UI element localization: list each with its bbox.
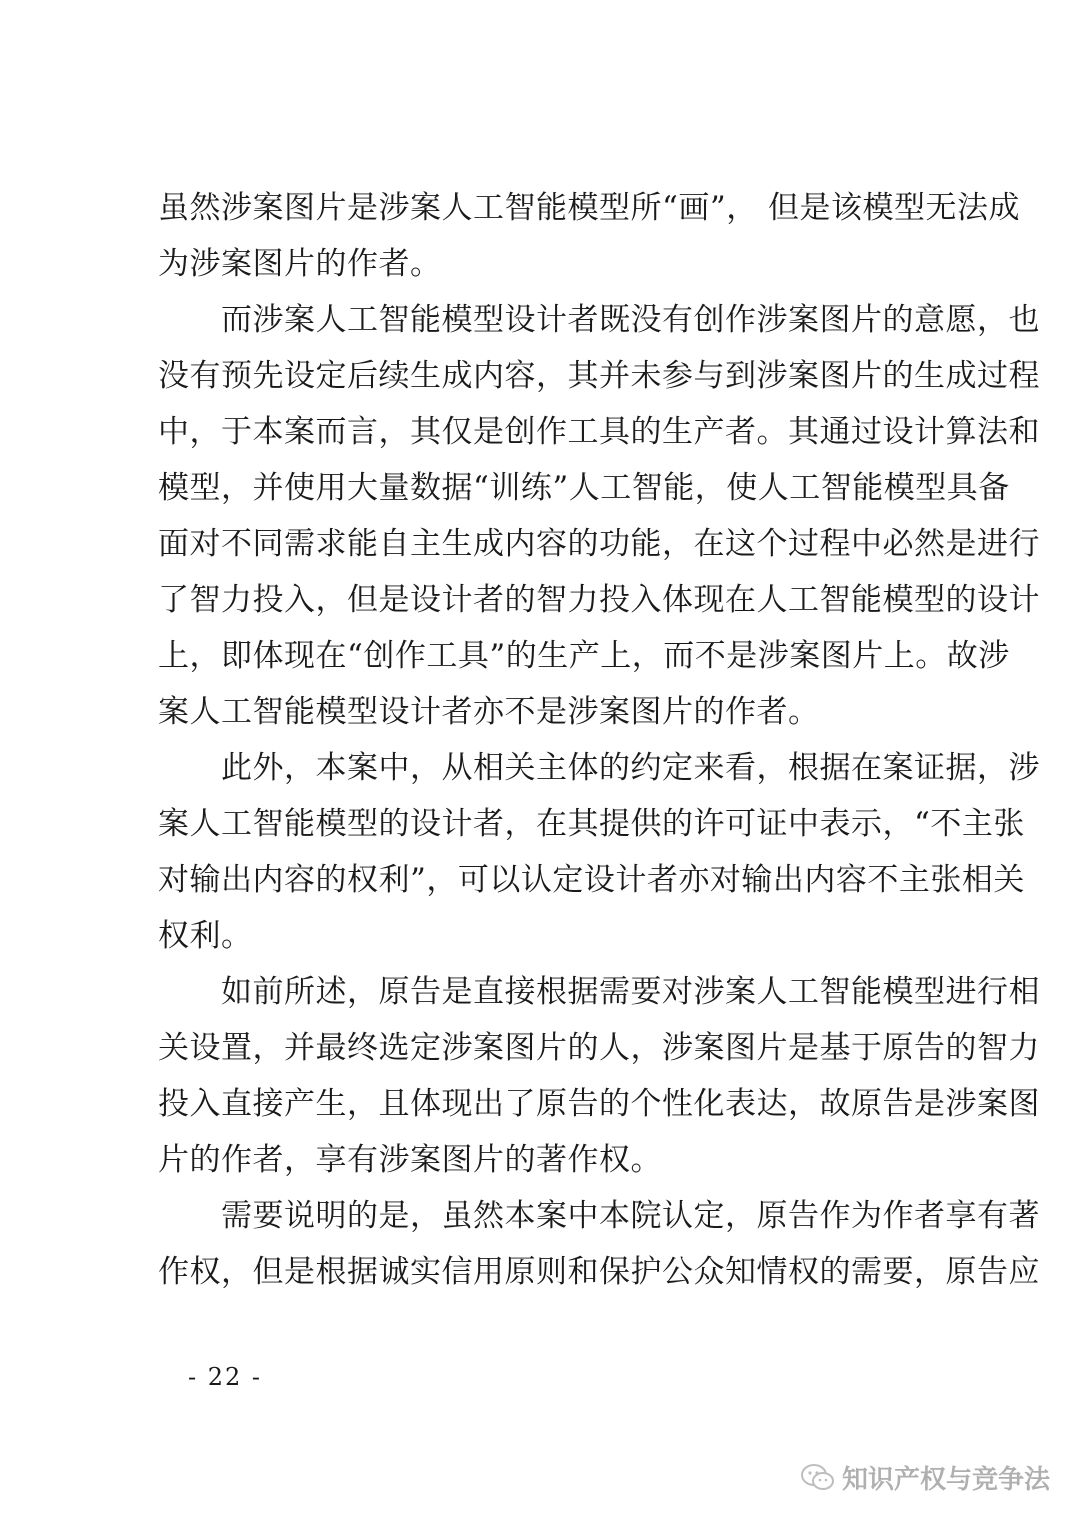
text-line: 案人工智能模型设计者亦不是涉案图片的作者。 xyxy=(158,694,820,730)
text-line: 关设置，并最终选定涉案图片的人，涉案图片是基于原告的智力 xyxy=(158,1030,1040,1066)
watermark-text: 知识产权与竞争法 xyxy=(842,1465,1051,1495)
watermark xyxy=(800,1460,1050,1500)
text-line: 为涉案图片的作者。 xyxy=(158,246,442,282)
text-line: 面对不同需求能自主生成内容的功能，在这个过程中必然是进行 xyxy=(158,526,1040,562)
text-line: 没有预先设定后续生成内容，其并未参与到涉案图片的生成过程 xyxy=(158,358,1040,394)
text-line: 而涉案人工智能模型设计者既没有创作涉案图片的意愿，也 xyxy=(158,302,1040,338)
text-line: 如前所述，原告是直接根据需要对涉案人工智能模型进行相 xyxy=(158,974,1040,1010)
wechat-icon xyxy=(800,1463,842,1497)
text-line: 权利。 xyxy=(158,918,253,954)
text-line: 作权，但是根据诚实信用原则和保护公众知情权的需要，原告应 xyxy=(158,1254,1040,1290)
text-line: 此外，本案中，从相关主体的约定来看，根据在案证据，涉 xyxy=(158,750,1040,786)
text-line: 虽然涉案图片是涉案人工智能模型所“画”， 但是该模型无法成 xyxy=(158,190,1021,226)
text-line: 中，于本案而言，其仅是创作工具的生产者。其通过设计算法和 xyxy=(158,414,1040,450)
text-line: 模型，并使用大量数据“训练”人工智能，使人工智能模型具备 xyxy=(158,470,1010,506)
text-line: 投入直接产生，且体现出了原告的个性化表达，故原告是涉案图 xyxy=(158,1086,1040,1122)
text-line: 案人工智能模型的设计者，在其提供的许可证中表示，“不主张 xyxy=(158,806,1025,842)
page-number: - 22 - xyxy=(188,1363,263,1391)
text-line: 了智力投入，但是设计者的智力投入体现在人工智能模型的设计 xyxy=(158,582,1040,618)
text-line: 需要说明的是，虽然本案中本院认定，原告作为作者享有著 xyxy=(158,1198,1040,1234)
text-line: 片的作者，享有涉案图片的著作权。 xyxy=(158,1142,662,1178)
text-line: 对输出内容的权利”，可以认定设计者亦对输出内容不主张相关 xyxy=(158,862,1025,898)
text-line: 上，即体现在“创作工具”的生产上，而不是涉案图片上。故涉 xyxy=(158,638,1010,674)
